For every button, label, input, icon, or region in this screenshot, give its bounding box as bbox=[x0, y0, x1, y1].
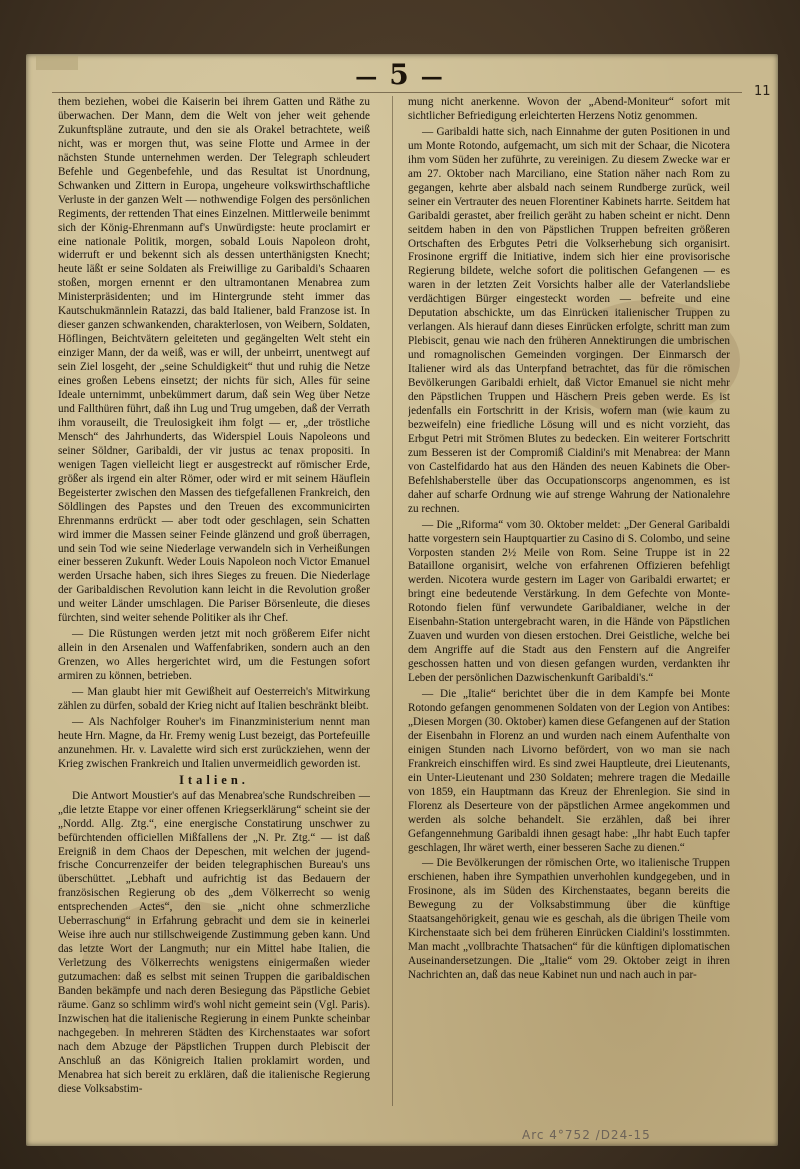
page-number-value: 5 bbox=[389, 58, 411, 91]
article-paragraph: mung nicht anerkenne. Wovon der „Abend-Moniteur“ sofort mit sichtlicher Befriedigung erleichterten Herzens Notiz genommen. bbox=[408, 96, 730, 122]
article-paragraph: — Man glaubt hier mit Gewißheit auf Oesterreich's Mitwirkung zählen zu dürfen, sobald der Krieg nicht auf Italien beschränkt bleibt. bbox=[58, 686, 370, 712]
archive-stamp: Arc 4°752 /D24-15 bbox=[522, 1128, 651, 1142]
section-heading-italien: Italien. bbox=[179, 772, 249, 787]
article-paragraph: — Garibaldi hatte sich, nach Einnahme der guten Positionen in und um Monte Rotondo, aufgemacht, um sich mit der Schaar, die Nicotera ihm vom Süden her zuführte, zu vereinigen. Zu diesem Zwecke war er am 27. Oktober nach Marciliano, eine Station näher nach Rom zu gegangen, kehrte aber alsbald nach seinem Rundberge zurück, weil seiner ein Vertrauter des neuen Florentiner Kabinets harrte. Seitdem hat Garibaldi gerastet, aber freilich geräht zu haben scheint er nicht. Denn seitdem haben in den von Päpstlichen Truppen befreiten größeren Ortschaften des Erbgutes Petri die Volkserhebung sich organisirt. Frosinone ergriff die Initiative, indem sich hier eine provisorische Regierung bildete, welche sofort die politischen Gefangenen — es waren in der letzten Zeit Vorsichts halber alle der Vaterlandsliebe verdächtigen Bürger eingesteckt worden — befreite und eine Deputation abschickte, um das Einrücken italienischer Truppen zu verlangen. Als hierauf dann dieses Einrücken erfolgte, schritt man zum Plebiscit, genau wie nach den früheren Annektirungen die umbrischen und romagnolischen Gemeinden vorgingen. Der Einmarsch der Italiener wird als das Unterpfand betrachtet, das für die römischen Bevölkerungen Garibaldi erhielt, daß Victor Emanuel sie nicht mehr den Päpstlichen Truppen und Häschern Preis geben werde. Es ist jedenfalls ein Fortschritt in der Krisis, wofern man (wie kaum zu bezweifeln) eine friedliche Lösung will und es nicht vorzieht, das Erbgut Petri mit Strömen Blutes zu bedecken. Ein weiterer Fortschritt zum Besseren ist der Compromiß Cialdini's mit Menabrea: der Mann von Castelfidardo hat aus den Händen des neuen Kabinets die Ober-Befehlshaberstelle über das Occupationscorps angenommen, es ist daher auf scharfe Ordnung wie auf strenge Wahrung der Nationalehre zu rechnen. bbox=[408, 125, 730, 515]
article-paragraph: — Die „Riforma“ vom 30. Oktober meldet: „Der General Garibaldi hatte vorgestern sein Hauptquartier zu Casino di S. Colombo, und seine Vorposten standen 2½ Meile von Rom. Seine Truppe ist in 22 Bataillone organisirt, welche von erfahrenen Offizieren befehligt werden. Nicotera wurde gestern im Lager von Garibaldi erwartet; er bringt eine bedeutende Verstärkung. In dem Gefechte von Monte-Rotondo fielen fünf verwundete Garibaldianer, welche in der Eisenbahn-Station untergebracht waren, in die Hände von Päpstlichen Zuaven und wurden von diesen erstochen. Drei Geistliche, welche bei dem Angriffe auf die Stadt aus den Fenstern auf die Angreifer geschossen hatten und von diesen gefangen wurden, verdankten ihr Leben der persönlichen Dazwischenkunft Garibaldi's.“ bbox=[408, 518, 730, 685]
column-divider bbox=[392, 96, 393, 1106]
article-paragraph: — Die Rüstungen werden jetzt mit noch größerem Eifer nicht allein in den Arsenalen und Waffenfabriken, sondern auch an den Grenzen, wo Alles hergerichtet wird, um die Festungen sofort armiren zu können, betrieben. bbox=[58, 628, 370, 683]
article-paragraph: — Die Bevölkerungen der römischen Orte, wo italienische Truppen erschienen, haben ihre Sympathien unverhohlen kundgegeben, und in Frosinone, als im Süden des Kirchenstaates, begann bereits die Bewegung zu der Volksabstimmung über die künftige Staatsangehörigkeit, genau wie es geschah, als die übrigen Theile vom Kirchenstaate sich bei dem früheren Einrücken Cialdini's losstimmten. Man macht „vollbrachte Thatsachen“ für die künftigen diplomatischen Auseinandersetzungen. Die „Italie“ vom 29. Oktober zeigt in ihren Nachrichten an, daß das neue Kabinet nun und nach auch in par- bbox=[408, 857, 730, 982]
right-column bbox=[408, 96, 730, 1156]
left-column bbox=[58, 96, 370, 1156]
header-rule bbox=[52, 92, 742, 93]
margin-note: 11 bbox=[754, 84, 771, 99]
page-number-dash: — bbox=[355, 64, 380, 90]
article-paragraph: them beziehen, wobei die Kaiserin bei ihrem Gatten und Räthe zu überwachen. Der Mann, dem die Welt von jeher weit gehende Zukunftspläne zutraute, und den sie als Orakel betrachtete, weiß nicht, was er morgen thut, was seine Flotte und Armee in der nächsten Stunde unternehmen werden. Der Telegraph schleudert Befehle und Gegenbefehle, und das Resultat ist Unordnung, Schwanken und Zittern in Europa, ungeheure volkswirthschaftliche Verluste in der ganzen Welt — nothwendige Folgen des persönlichen Regiments, der rettenden That eines Einzelnen. Mittlerweile benimmt sich der König-Ehrenmann auf's Unwürdigste: heute proclamirt er eine nationale Politik, morgen, sobald Louis Napoleon droht, widerruft er und bekennt sich als dessen unterthänigsten Knecht; heute läßt er seine Soldaten als Freiwillige zu Garibaldi's Schaaren stoßen, morgen ernennt er den ultramontanen Menabrea zum Ministerpräsidenten; und im Hintergrunde steht immer das Kautschukmännlein Ratazzi, das bald Italiener, bald Franzose ist. In dieser ganzen schwankenden, charakterlosen, von Weibern, Soldaten, Höflingen, Beichtvätern geleiteten und gegängelten Welt steht ein einziger Mann, der da weiß, was er will, der unbeirrt, unentwegt auf sein Ziel losgeht, der „seine Schuldigkeit“ thut und ruhig die Netze eines großen Lebens einsetzt; der nichts für sich, Alles für seine Ideale unternimmt, unbekümmert darum, daß sein Weg über Netze und Fallthüren führt, daß ihn Lug und Trug umgeben, daß der Verrath ihm vorauseilt, die Treulosigkeit ihm folgt — er, „der tröstliche Mensch“ des Jahrhunderts, das Widerspiel Louis Napoleons und seiner Söldner, Garibaldi, der vir justus ac tenax propositi. In wenigen Tagen vielleicht liegt er ausgestreckt auf römischer Erde, größer als irgend ein alter Römer, oder wird er mit seinem Häuflein Begeisterter zwischen den Massen des tiefgefallenen Frankreich, den Söldlingen des Papstes und den Treuen des excommunicirten Ehrenmanns erdrückt — aber todt oder geschlagen, sein Schatten wird immer die Massen seiner Feinde glänzend und groß überragen, und sein Tod wie seine Niederlage verwandeln sich in Verheißungen einer besseren Zukunft. Weder Louis Napoleon noch Victor Emanuel werden Ursache haben, sich ihres Sieges zu freuen. Die Niederlage der Garibaldischen Revolution kann leicht in die Revolution großer und weiter Länder umschlagen. Die Pariser Börsenleute, die dieses fürchten, sind weiter sehende Politiker als ihr Chef. bbox=[58, 96, 370, 625]
page-number-dash: — bbox=[420, 64, 445, 90]
article-paragraph: — Als Nachfolger Rouher's im Finanzministerium nennt man heute Hrn. Magne, da Hr. Fremy wenig Lust bezeigt, das Portefeuille anzunehmen. Hr. v. Lavalette wird sich erst zurückziehen, wenn der Krieg zwischen Frankreich und Italien unvermeidlich geworden ist. bbox=[58, 715, 370, 770]
article-paragraph: Die Antwort Moustier's auf das Menabrea'sche Rundschreiben — „die letzte Etappe vor einer offenen Kriegserklärung“ scheint sie der „Nordd. Allg. Ztg.“, eine energische Constatirung unschwer zu befürchtenden officiellen Mißfallens der „N. Pr. Ztg.“ — ist daß Ereigniß in dem Chaos der Depeschen, mit welchen der jugend-frische Concurrenzeifer der beiden telegraphischen Bureau's uns überschüttet. „Lebhaft und aufrichtig ist das Bedauern der französischen Regierung ob des „dem Völkerrecht so wenig entsprechenden Actes“, den sie „nicht ohne schmerzliche Ueberraschung“ in Erfahrung gebracht und dem sie in keinerlei Weise ihre auch nur stillschweigende Zustimmung geben kann. Und das letzte Wort der Langmuth; nur ein Mittel habe Italien, die Verletzung des Völkerrechts wenigstens einigermaßen wieder gutzumachen: daß es selbst mit seinen Truppen die garibaldischen Banden bekämpfe und nach deren Besiegung das Päpstliche Gebiet räume. Ganz so schlimm wird's wohl nicht gemeint sein (Vgl. Paris). Inzwischen hat die italienische Regierung in einem Punkte scheinbar nachgegeben. In mehreren Städten des Kirchenstaates war sofort nach dem Abzuge der Päpstlichen Truppen durch Plebiscit der Anschluß an das Königreich Italien proklamirt worden, und Menabrea hat sich bereit zu erklären, daß die italienische Regierung diese Volksabstim- bbox=[58, 789, 370, 1095]
article-paragraph: — Die „Italie“ berichtet über die in dem Kampfe bei Monte Rotondo gefangen genommenen Soldaten von der Legion von Antibes: „Diesen Morgen (30. Oktober) kamen diese Gefangenen auf der Station der Eisenbahn in Florenz an und wurden nach einem Aufenthalte von einigen Stunden nach Livorno befördert, von wo man sie nach Frankreich einschiffen wird. Es sind zwei Hauptleute, drei Lieutenants, ein Unter-Lieutenant und 230 Soldaten; mehrere tragen die Medaille von 1859, ein Hauptmann das Kreuz der Ehrenlegion. Sie sind in Florenz als Deserteure von der päpstlichen Armee angekommen und werden als solche behandelt. Sie erzählen, daß bei ihrer Gefangennehmung Garibaldi ihnen gesagt habe: „Ihr habt Euch tapfer geschlagen, Ihr wäret werth, einer besseren Sache zu dienen.“ bbox=[408, 688, 730, 854]
page-number bbox=[0, 58, 800, 91]
